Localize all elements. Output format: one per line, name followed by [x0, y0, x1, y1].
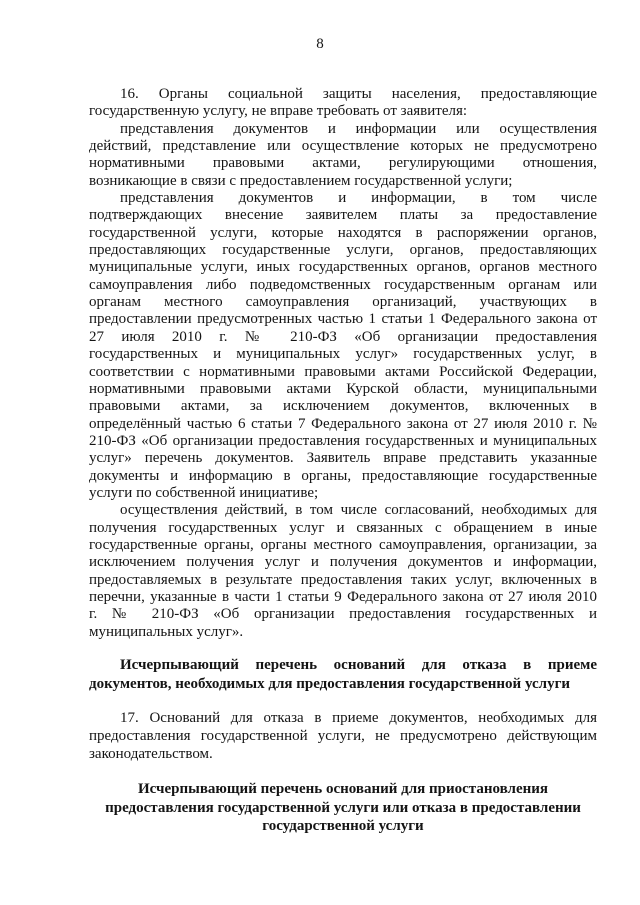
text-line: соответствии с нормативными правовыми актами Российской Федерации, — [89, 363, 597, 380]
text-line: предоставления государственной услуги, не предусмотрено действующим — [89, 728, 597, 744]
text-line: услуг» перечень документов. Заявитель вправе представить указанные — [89, 450, 597, 467]
text-line: документы и информацию в органы, предоставляющие государственные — [89, 467, 597, 484]
list-item-approvals — [89, 502, 597, 641]
text-line: осуществления действий, в том числе согласований, необходимых для — [120, 502, 597, 519]
text-line: законодательством. — [89, 746, 213, 762]
heading-line: государственной услуги — [262, 818, 424, 834]
text-line: представления документов и информации, в том числе — [120, 190, 597, 207]
text-line: государственной услуги, которые находятся в распоряжении органов, — [89, 224, 597, 241]
list-item-documents-in-possession — [89, 190, 597, 502]
text-line: 210-ФЗ «Об организации предоставления государственных и муниципальных — [89, 432, 597, 449]
text-line: 17. Оснований для отказа в приеме документов, необходимых для — [120, 710, 597, 726]
page-number: 8 — [316, 36, 324, 52]
text-line: услуги по собственной инициативе; — [89, 484, 319, 501]
text-line: муниципальные услуги, иных государственных органов, органов местного — [89, 259, 597, 276]
text-line: нормативными правовыми актами Курской области, муниципальными — [89, 380, 597, 397]
paragraph-16 — [89, 86, 597, 641]
text-line: получения государственных услуг и связанных с обращением в иные — [89, 519, 597, 536]
text-line: нормативными правовыми актами, регулирующими отношения, — [89, 155, 597, 172]
section-heading-suspension-grounds — [89, 780, 597, 836]
heading-line: Исчерпывающий перечень оснований для приостановления — [137, 781, 549, 797]
paragraph-16-intro — [89, 86, 597, 121]
text-line: 27 июля 2010 г. № 210-ФЗ «Об организации предоставления — [89, 328, 597, 345]
text-line: перечни, указанные в части 1 статьи 9 Федерального закона от 27 июля 2010 — [89, 588, 597, 605]
text-line: г. № 210-ФЗ «Об организации предоставления государственных и — [89, 606, 597, 623]
text-line: действий, представление или осуществление которых не предусмотрено — [89, 138, 597, 155]
heading-line: Исчерпывающий перечень оснований для отказа в приеме — [120, 657, 597, 673]
text-line: предоставляющих государственные услуги, органов, предоставляющих — [89, 242, 597, 259]
text-line: предоставлении предусмотренных частью 1 статьи 1 Федерального закона от — [89, 311, 597, 328]
text-line: государственных и муниципальных услуг» государственных услуг, в — [89, 346, 597, 363]
text-line: определённый частью 6 статьи 7 Федерального закона от 27 июля 2010 г. № — [89, 415, 597, 432]
text-line: предоставляемых в результате предоставления таких услуг, включенных в — [89, 571, 597, 588]
text-line: представления документов и информации или осуществления — [120, 120, 597, 137]
text-line: 16. Органы социальной защиты населения, предоставляющие — [120, 86, 597, 102]
text-line: исключением получения услуг и получения документов и информации, — [89, 554, 597, 571]
text-line: самоуправления либо подведомственных государственным органам или — [89, 276, 597, 293]
text-line: государственные органы, органы местного самоуправления, организации, за — [89, 536, 597, 553]
text-line: правовыми актами, за исключением документов, включенных в — [89, 398, 597, 415]
text-line: государственную услугу, не вправе требовать от заявителя: — [89, 103, 468, 120]
text-line: подтверждающих внесение заявителем платы за предоставление — [89, 207, 597, 224]
text-line: возникающие в связи с предоставлением государственной услуги; — [89, 172, 513, 189]
text-line: муниципальных услуг». — [89, 623, 244, 640]
heading-line: документов, необходимых для предоставления государственной услуги — [89, 676, 571, 692]
heading-line: предоставления государственной услуги или отказа в предоставлении — [105, 799, 581, 816]
section-heading-refusal-grounds — [89, 656, 597, 694]
text-line: органам местного самоуправления организаций, участвующих в — [89, 294, 597, 311]
list-item-documents-or-actions — [89, 121, 597, 190]
paragraph-17 — [89, 709, 597, 763]
